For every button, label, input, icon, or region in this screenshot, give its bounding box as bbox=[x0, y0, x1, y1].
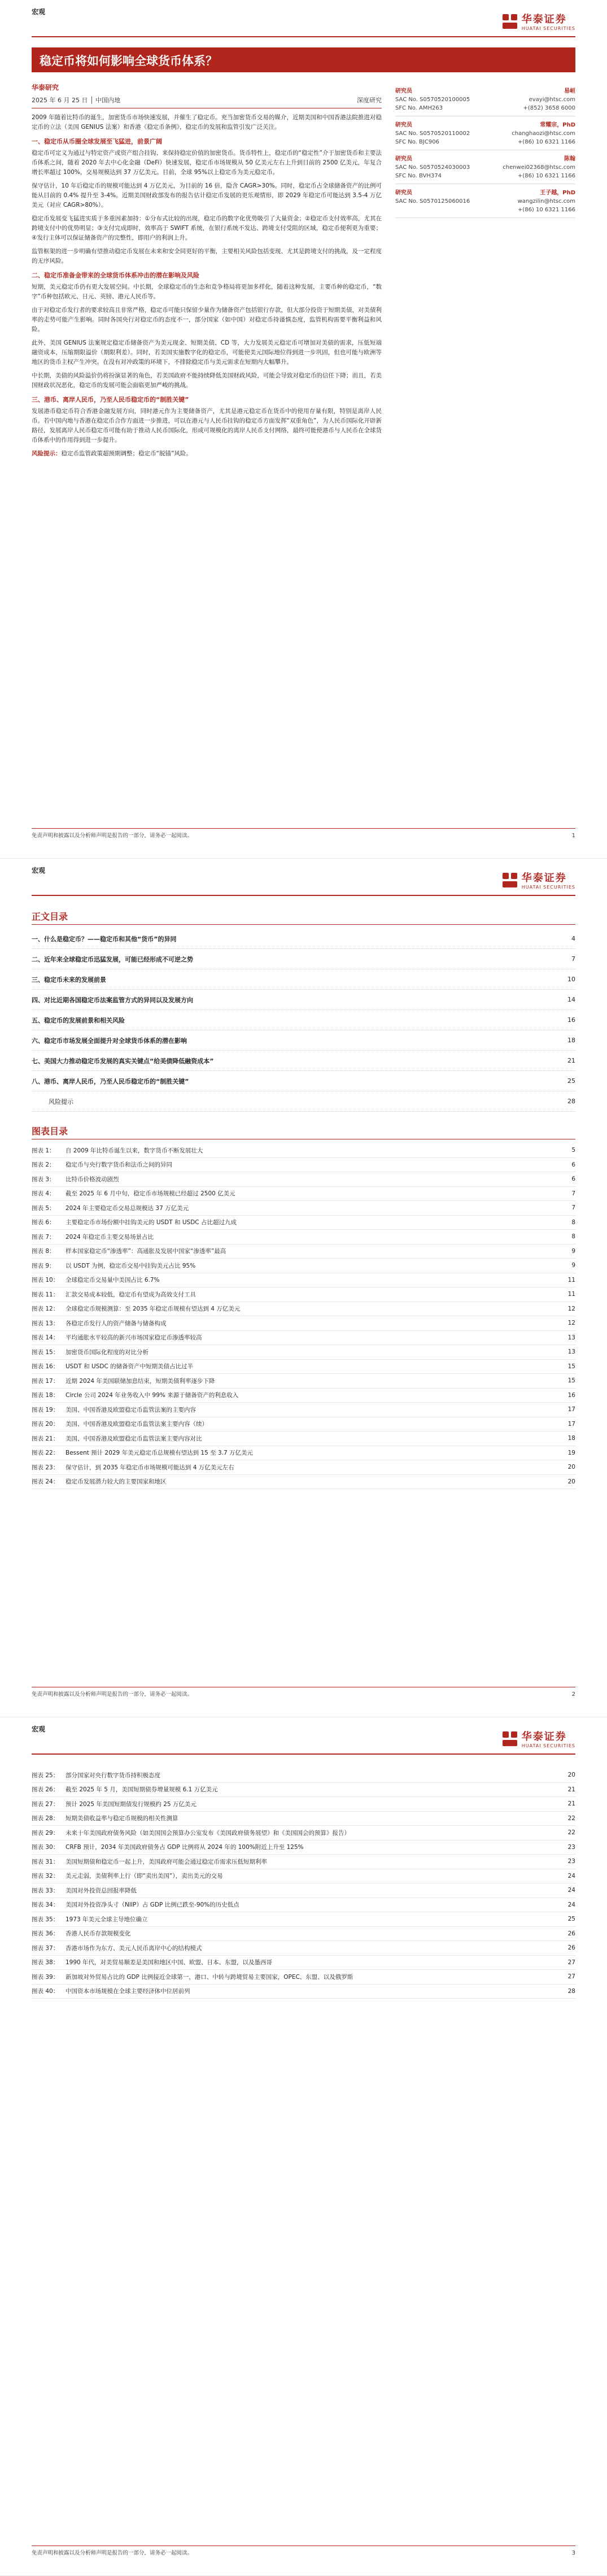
disclaimer-note: 免责声明和披露以及分析师声明是报告的一部分，请务必一起阅读。 bbox=[32, 2550, 193, 2556]
figure-title: 1990 年代，对美贸易顺差是美国和地区中国、欧盟、日本、东盟，以及墨西哥 bbox=[65, 1959, 273, 1966]
figure-label: 图表 17： bbox=[32, 1377, 59, 1385]
toc-entry[interactable] bbox=[32, 1010, 575, 1030]
figure-entry[interactable] bbox=[32, 1158, 575, 1173]
figure-page: 25 bbox=[567, 1916, 575, 1923]
summary-paragraph: 发展港币稳定币符合香港金融发展方向，同时港元作为主要储备资产，尤其是港元稳定币在货币中的使用存量有限，特别是离岸人民币。若中国内地与香港在稳定币合作方面进一步推进，可以在港元与人民币挂钩的稳定币方面发挥“双重角色”，为人民币国际化开辟新路径，发展离岸人民币稳定币可能有助于推动人民币国际化，形成可规模化的离岸人民币支付网络，最终可能使港币与人民币在全球货币体系中的作用得到进一步提升。 bbox=[32, 408, 382, 443]
figure-entry[interactable] bbox=[32, 1460, 575, 1475]
figure-entry[interactable] bbox=[32, 1187, 575, 1202]
figure-label: 图表 38： bbox=[32, 1959, 59, 1966]
figure-entry[interactable] bbox=[32, 1898, 575, 1913]
figure-page: 12 bbox=[567, 1320, 575, 1327]
figure-title: 美国短期债和稳定币一起上升，美国政府可能会通过稳定币需求压低短期利率 bbox=[65, 1858, 267, 1865]
figure-label: 图表 31： bbox=[32, 1858, 59, 1865]
figure-page: 8 bbox=[571, 1219, 575, 1226]
toc-entry-page: 18 bbox=[567, 1037, 575, 1044]
figure-title: 主要稳定币市场份额中挂钩美元的 USDT 和 USDC 占比超过九成 bbox=[65, 1219, 237, 1226]
toc-entry-text: 二、近年来全球稳定币迅猛发展，可能已经形成不可逆之势 bbox=[32, 955, 193, 963]
figure-page: 20 bbox=[567, 1772, 575, 1779]
figure-entry[interactable] bbox=[32, 1201, 575, 1216]
broker-logo bbox=[503, 870, 575, 890]
figure-label: 图表 24： bbox=[32, 1478, 59, 1486]
analyst-sac-row bbox=[395, 163, 575, 172]
figure-page: 24 bbox=[567, 1872, 575, 1879]
footer-rule bbox=[32, 828, 575, 829]
figure-label: 图表 36： bbox=[32, 1930, 59, 1938]
figure-label: 图表 12： bbox=[32, 1306, 59, 1313]
analyst-card bbox=[395, 150, 575, 184]
report-page-1 bbox=[0, 0, 607, 859]
toc-entry[interactable] bbox=[32, 949, 575, 969]
figure-page: 21 bbox=[567, 1786, 575, 1793]
summary-paragraph: 短期，美元稳定币仍有更大发展空间。中长期，全球稳定币的生态和竞争格局将更加多样化，随着这种发展，主要币种的稳定币，“数字”币种包括欧元、日元、英镑、港元人民币等。 bbox=[32, 284, 382, 300]
toc-entry-text: 风险提示 bbox=[49, 1098, 73, 1106]
figure-page: 9 bbox=[571, 1262, 575, 1269]
broker-name-cn: 华泰证券 bbox=[521, 872, 567, 884]
analyst-name: 王子越，PhD bbox=[540, 190, 575, 196]
figure-entry[interactable] bbox=[32, 1840, 575, 1855]
figure-label: 图表 11： bbox=[32, 1291, 59, 1298]
analyst-column bbox=[395, 82, 575, 218]
figure-page: 22 bbox=[567, 1829, 575, 1837]
figure-page: 24 bbox=[567, 1887, 575, 1894]
analyst-role: 研究员 bbox=[395, 88, 412, 94]
figure-entry[interactable] bbox=[32, 1287, 575, 1302]
figure-entry[interactable] bbox=[32, 1956, 575, 1970]
analyst-sfc-row bbox=[395, 172, 575, 180]
analyst-card bbox=[395, 82, 575, 116]
analyst-phone: +(86) 10 6321 1166 bbox=[517, 173, 575, 179]
toc-title: 正文目录 bbox=[32, 911, 68, 922]
figure-entry[interactable] bbox=[32, 1941, 575, 1956]
figure-label: 图表 26： bbox=[32, 1786, 59, 1794]
toc-entry-page: 10 bbox=[567, 976, 575, 983]
figure-label: 图表 4： bbox=[32, 1190, 55, 1198]
figure-title: 样本国家稳定币“渗透率”：高通胀及发展中国家“渗透率”最高 bbox=[65, 1248, 226, 1255]
broker-name-en: HUATAI SECURITIES bbox=[521, 885, 575, 890]
toc-entry-page: 28 bbox=[567, 1098, 575, 1105]
analyst-phone: +(852) 3658 6000 bbox=[523, 105, 575, 111]
section-heading: 一、稳定币从币圈全球发展至飞猛进，前景广阔 bbox=[32, 138, 162, 145]
figure-title: 美国、中国香港及欧盟稳定币监管法案的主要内容 bbox=[65, 1406, 196, 1413]
analyst-sfc: SFC No. BJC906 bbox=[395, 139, 439, 145]
toc-entry-page: 25 bbox=[567, 1077, 575, 1085]
analyst-sfc-row bbox=[395, 206, 575, 214]
figure-title: 2024 年主要稳定币交易总规模达 37 万亿美元 bbox=[65, 1204, 189, 1212]
figure-title: 未来十年美国政府债务风险（如美国国会预算办公室发布《美国政府债务展望》和《美国国会的预算》报告） bbox=[65, 1829, 350, 1837]
summary-body bbox=[32, 113, 382, 459]
analyst-name: 易峘 bbox=[564, 88, 575, 94]
huatai-logo-icon bbox=[503, 873, 517, 887]
toc-entry-text: 七、美国大力推动稳定币发展的真实关键点“给美债降低融资成本” bbox=[32, 1057, 214, 1065]
figure-page: 20 bbox=[567, 1478, 575, 1485]
report-page-3 bbox=[0, 1717, 607, 2576]
report-tag: 宏观 bbox=[32, 867, 46, 874]
figure-page: 24 bbox=[567, 1901, 575, 1908]
figure-page: 26 bbox=[567, 1930, 575, 1937]
figure-label: 图表 6： bbox=[32, 1219, 55, 1226]
figure-title: CRFB 预计，2034 年美国政府债务占 GDP 比例将从 2024 年的 100%附近上升至 125% bbox=[65, 1844, 304, 1851]
figure-entry[interactable] bbox=[32, 1143, 575, 1158]
figure-title: 全球稳定币交易量中美国占比 6.7% bbox=[65, 1277, 160, 1284]
toc-entry-text: 四、对比近期各国稳定币法案监管方式的异同以及发展方向 bbox=[32, 996, 193, 1004]
figure-entry[interactable] bbox=[32, 1797, 575, 1812]
analyst-email: changhaozi@htsc.com bbox=[512, 130, 575, 137]
figure-entry[interactable] bbox=[32, 1302, 575, 1317]
header-rule bbox=[32, 36, 575, 37]
figure-label: 图表 32： bbox=[32, 1873, 59, 1880]
report-type: 华泰研究 bbox=[32, 84, 59, 92]
figure-title: 加密货币国际化程度的对比分析 bbox=[65, 1348, 149, 1356]
figure-entry[interactable] bbox=[32, 1245, 575, 1259]
summary-paragraph: 监管框架的进一步明确有望推动稳定币发展在未来和安全同更好的平衡，主要相关风险包括变现、尤其是跨境支付的挑战，及一定程度的无序风险。 bbox=[32, 248, 382, 264]
broker-logo bbox=[503, 1729, 575, 1748]
figure-label: 图表 1： bbox=[32, 1147, 55, 1154]
figure-page: 20 bbox=[567, 1464, 575, 1471]
risk-warning bbox=[32, 449, 382, 459]
toc-rule bbox=[32, 924, 575, 925]
figure-title: 预计 2025 年美国短期债发行规模约 25 万亿美元 bbox=[65, 1800, 196, 1808]
figure-entry[interactable] bbox=[32, 1855, 575, 1869]
figure-entry[interactable] bbox=[32, 1345, 575, 1360]
analyst-name: 常耀宗，PhD bbox=[540, 122, 575, 128]
toc-entry-page: 16 bbox=[567, 1016, 575, 1024]
analyst-sac-row bbox=[395, 95, 575, 104]
figure-entry[interactable] bbox=[32, 1970, 575, 1985]
figure-page: 8 bbox=[571, 1233, 575, 1241]
analyst-sfc-row bbox=[395, 138, 575, 146]
figure-entry[interactable] bbox=[32, 1912, 575, 1927]
disclaimer-note: 免责声明和披露以及分析师声明是报告的一部分，请务必一起阅读。 bbox=[32, 833, 193, 839]
figure-title: 全球稳定币规模测算：至 2035 年稳定币规模有望达到 4 万亿美元 bbox=[65, 1306, 241, 1313]
figure-title: 截至 2025 年 5 月，美国短期债券增量规模 6.1 万亿美元 bbox=[65, 1786, 218, 1794]
toc-entry[interactable] bbox=[32, 990, 575, 1010]
figure-label: 图表 18： bbox=[32, 1392, 59, 1399]
report-page-2 bbox=[0, 859, 607, 1717]
report-tag: 宏观 bbox=[32, 8, 46, 16]
figure-entry[interactable] bbox=[32, 1360, 575, 1374]
figure-entry[interactable] bbox=[32, 1216, 575, 1230]
figure-entry[interactable] bbox=[32, 1403, 575, 1417]
figure-entry[interactable] bbox=[32, 1417, 575, 1432]
figure-page: 27 bbox=[567, 1959, 575, 1966]
figure-page: 27 bbox=[567, 1973, 575, 1981]
report-kind: 深度研究 bbox=[357, 97, 382, 104]
analyst-phone: +(86) 10 6321 1166 bbox=[517, 139, 575, 145]
figure-label: 图表 39： bbox=[32, 1973, 59, 1981]
figure-title: 比特币价格波动剧烈 bbox=[65, 1176, 119, 1183]
section-heading: 三、港币、离岸人民币，乃至人民币稳定币的“制胜关键” bbox=[32, 396, 189, 403]
page-number: 1 bbox=[571, 833, 575, 839]
figure-page: 17 bbox=[567, 1420, 575, 1428]
analyst-name: 陈翰 bbox=[564, 156, 575, 162]
figure-title: 短期美债收益率与稳定币规模的相关性测算 bbox=[65, 1815, 178, 1822]
page-number: 3 bbox=[571, 2550, 575, 2556]
figure-title: 稳定币与央行数字货币和法币之间的异同 bbox=[65, 1161, 172, 1169]
analyst-header bbox=[395, 87, 575, 95]
figure-label: 图表 29： bbox=[32, 1829, 59, 1837]
figure-page: 6 bbox=[571, 1161, 575, 1168]
figure-entry[interactable] bbox=[32, 1374, 575, 1389]
analyst-card bbox=[395, 116, 575, 150]
figure-title: 新加坡对外贸易占比的 GDP 比例接近全球第一，港口、中转与跨境贸易主要国家，OPEC、东盟、以及俄罗斯 bbox=[65, 1973, 353, 1981]
figure-label: 图表 33： bbox=[32, 1887, 59, 1894]
toc-entry[interactable] bbox=[32, 1030, 575, 1051]
analyst-email: evayi@htsc.com bbox=[529, 97, 575, 103]
figure-entry[interactable] bbox=[32, 1389, 575, 1403]
figure-label: 图表 16： bbox=[32, 1363, 59, 1370]
analyst-role: 研究员 bbox=[395, 122, 412, 128]
figure-title: 美国对外投资净头寸（NIIP）占 GDP 比例已跌至-90%的历史低点 bbox=[65, 1901, 239, 1909]
figure-title: 稳定币发展潜力较大的主要国家和地区 bbox=[65, 1478, 167, 1486]
figure-page: 11 bbox=[567, 1276, 575, 1283]
analyst-sfc: SFC No. BVH374 bbox=[395, 173, 442, 179]
analyst-phone: +(86) 10 6321 1166 bbox=[517, 207, 575, 213]
figure-entry[interactable] bbox=[32, 1826, 575, 1840]
toc-entry-page: 14 bbox=[567, 996, 575, 1003]
figure-label: 图表 15： bbox=[32, 1348, 59, 1356]
toc-entry-text: 八、港币、离岸人民币，乃至人民币稳定币的“制胜关键” bbox=[32, 1077, 189, 1085]
figure-label: 图表 40： bbox=[32, 1988, 59, 1995]
figure-label: 图表 21： bbox=[32, 1435, 59, 1442]
broker-name-en: HUATAI SECURITIES bbox=[521, 26, 575, 31]
summary-column bbox=[32, 82, 382, 459]
figure-page: 13 bbox=[567, 1348, 575, 1356]
figure-title: 以 USDT 为例，稳定币交易中挂钩美元占比 95% bbox=[65, 1262, 196, 1269]
figure-label: 图表 3： bbox=[32, 1176, 55, 1183]
analyst-sfc: SFC No. AMH263 bbox=[395, 105, 443, 111]
figure-title: Bessent 预计 2029 年美元稳定币总规模有望达到 15 至 3.7 万亿美元 bbox=[65, 1450, 253, 1457]
report-tag: 宏观 bbox=[32, 1725, 46, 1733]
figure-entry[interactable] bbox=[32, 1783, 575, 1798]
figure-page: 11 bbox=[567, 1291, 575, 1298]
figure-label: 图表 9： bbox=[32, 1262, 55, 1269]
figure-page: 5 bbox=[571, 1147, 575, 1154]
figure-label: 图表 20： bbox=[32, 1421, 59, 1428]
figure-label: 图表 23： bbox=[32, 1464, 59, 1471]
analyst-header bbox=[395, 189, 575, 197]
figure-entry[interactable] bbox=[32, 1927, 575, 1942]
figure-title: 自 2009 年比特币诞生以来，数字货币不断发展壮大 bbox=[65, 1147, 203, 1154]
figure-entry[interactable] bbox=[32, 1331, 575, 1346]
analyst-sac-row bbox=[395, 129, 575, 138]
figure-title: 美元走弱，美债利率上行（即“卖出美国”），卖出美元的交易 bbox=[65, 1873, 223, 1880]
risk-label: 风险提示： bbox=[32, 450, 62, 457]
figure-entry[interactable] bbox=[32, 1985, 575, 1999]
analyst-header bbox=[395, 155, 575, 163]
figure-title: 汇款交易成本较低，稳定币有望成为高效支付工具 bbox=[65, 1291, 196, 1298]
figure-label: 图表 2： bbox=[32, 1161, 55, 1169]
figure-title: 各稳定币发行人的资产储备与储备构成 bbox=[65, 1320, 167, 1327]
analyst-email: chenwei02368@htsc.com bbox=[503, 164, 575, 171]
figure-entry[interactable] bbox=[32, 1768, 575, 1783]
summary-paragraph: 稳定币发展变飞猛进实质于多重因素加持：①分布式比较的出现，稳定币的数字化优势吸引了大量资金；②稳定币支付效率高，尤其在跨境支付中的优势明显；③支付完成即时，效率高于 SWIFT 系统，在银行系统不发达、跨境支付受阻的区域，稳定币便利更为重要；④发行主体可以保证储备资产的完整性，即用户的利润上升。 bbox=[32, 215, 382, 241]
analyst-sac-row bbox=[395, 197, 575, 206]
broker-logo bbox=[503, 11, 575, 31]
figure-label: 图表 14： bbox=[32, 1334, 59, 1342]
toc-entry-text: 三、稳定币未来的发展前景 bbox=[32, 976, 106, 984]
figure-label: 图表 13： bbox=[32, 1320, 59, 1327]
figure-page: 19 bbox=[567, 1449, 575, 1456]
broker-name-cn: 华泰证券 bbox=[521, 1731, 567, 1743]
summary-paragraph: 由于对稳定币发行者的要求较高且非常严格，稳定币可能只保留少量作为储备资产包括银行存款，但大部分投资于短期美债，对美债利率的走势可能产生影响。同时各国央行对稳定币的态度不一，部分国家（如中国）对稳定币持谨慎态度，监管机构需要平衡利益和风险。 bbox=[32, 307, 382, 333]
toc-entry[interactable] bbox=[32, 1091, 575, 1112]
summary-paragraph: 保守估计，10 年后稳定币的规模可能达到 4 万亿美元，为目前的 16 倍，隐含 CAGR>30%。同时，稳定币占全球储备资产的比例可能从目前的 0.4% 提升至 3-4%。近期美国财政部发布的报告估计稳定币发展的更乐观情形，即 2029 年稳定币可能达到 3.5-4 万亿美元（对应 CAGR>80%）。 bbox=[32, 182, 382, 208]
figure-title: 保守估计，到 2035 年稳定币市场规模可能达到 4 万亿美元左右 bbox=[65, 1464, 234, 1471]
figures-list-continued bbox=[32, 1768, 575, 1999]
page-number: 2 bbox=[571, 1691, 575, 1698]
report-title: 稳定币将如何影响全球货币体系？ bbox=[40, 54, 217, 68]
analyst-sac: SAC No. S0570524030003 bbox=[395, 164, 470, 171]
risk-text: 稳定币监管政策超预期调整；稳定币“脱锚”风险。 bbox=[61, 450, 192, 457]
analyst-card bbox=[395, 184, 575, 218]
figure-title: 香港市场作为东方、美元人民币离岸中心的结构模式 bbox=[65, 1944, 202, 1952]
report-meta bbox=[32, 95, 382, 105]
analyst-sac: SAC No. S0570520100005 bbox=[395, 97, 470, 103]
figure-entry[interactable] bbox=[32, 1230, 575, 1245]
figure-label: 图表 7： bbox=[32, 1233, 55, 1241]
analyst-sac: SAC No. S0570125060016 bbox=[395, 198, 470, 204]
summary-paragraph: 此外，美国 GENIUS 法案规定稳定币储备资产为美元现金、短期美债、CD 等，大力发展美元稳定币可增加对美债的需求，压低短端融资成本，压缩期限溢价（期限利差）。同时，若美国实施数字化的稳定币，可能使美元国际地位得到进一步巩固，但也可能与欧洲等地区的货币主权产生冲突。在没有对冲政策的环境下，不排除稳定币与美元需求在短期内大幅攀升。 bbox=[32, 340, 382, 365]
figure-title: 美国对外投资总回报率降低 bbox=[65, 1887, 137, 1894]
figure-title: Circle 公司 2024 年业务收入中 99% 来源于储备资产的利息收入 bbox=[65, 1392, 239, 1399]
figure-entry[interactable] bbox=[32, 1273, 575, 1288]
figure-page: 23 bbox=[567, 1843, 575, 1851]
figure-page: 21 bbox=[567, 1800, 575, 1808]
figure-label: 图表 28： bbox=[32, 1815, 59, 1822]
figure-label: 图表 8： bbox=[32, 1248, 55, 1255]
figure-title: 平均通胀水平较高的新兴市场国家稳定币渗透率较高 bbox=[65, 1334, 202, 1342]
figure-page: 12 bbox=[567, 1305, 575, 1312]
toc-entry-page: 21 bbox=[567, 1057, 575, 1064]
figure-page: 28 bbox=[567, 1987, 575, 1995]
figure-title: 部分国家对央行数字货币持积极态度 bbox=[65, 1772, 160, 1779]
footer-rule bbox=[32, 2545, 575, 2546]
figure-label: 图表 10： bbox=[32, 1277, 59, 1284]
figure-entry[interactable] bbox=[32, 1431, 575, 1446]
toc-entry[interactable] bbox=[32, 1051, 575, 1071]
figure-page: 9 bbox=[571, 1247, 575, 1255]
figure-page: 7 bbox=[571, 1190, 575, 1197]
figure-page: 18 bbox=[567, 1435, 575, 1442]
figure-label: 图表 27： bbox=[32, 1800, 59, 1808]
figure-page: 22 bbox=[567, 1814, 575, 1822]
toc-entry-text: 五、稳定币的发展前景和相关风险 bbox=[32, 1016, 125, 1024]
figure-title: 近期 2024 年美国联储加息结束，短期美债利率逐步下降 bbox=[65, 1377, 215, 1385]
analyst-sac: SAC No. S0570520110002 bbox=[395, 130, 470, 137]
figure-label: 图表 37： bbox=[32, 1944, 59, 1952]
figure-entry[interactable] bbox=[32, 1172, 575, 1187]
section-heading: 二、稳定币准备金带来的全球货币体系冲击的潜在影响及风险 bbox=[32, 272, 199, 279]
figure-label: 图表 35： bbox=[32, 1916, 59, 1923]
figures-title: 图表目录 bbox=[32, 1126, 68, 1137]
figure-page: 16 bbox=[567, 1391, 575, 1399]
figure-title: 美国、中国香港及欧盟稳定币监管法案主要内容（续） bbox=[65, 1421, 208, 1428]
report-date: 2025 年 6 月 25 日 │ 中国内地 bbox=[32, 97, 121, 104]
figure-page: 6 bbox=[571, 1176, 575, 1183]
huatai-logo-icon bbox=[503, 1731, 517, 1746]
header-rule bbox=[32, 1753, 575, 1755]
toc-list bbox=[32, 929, 575, 1112]
figure-page: 17 bbox=[567, 1406, 575, 1413]
figures-list bbox=[32, 1143, 575, 1489]
summary-paragraph: 中长期，美债的风险溢价仍将扮演显著的角色，若美国政府不能持续降低美国财政风险，可能会导致对稳定币的信任下降；而且，若美国财政状况恶化，稳定币的发展可能会面临更加严峻的挑战。 bbox=[32, 372, 382, 389]
figure-title: 中国资本市场规模在全球主要经济体中位居前列 bbox=[65, 1988, 190, 1995]
figure-page: 26 bbox=[567, 1944, 575, 1952]
analyst-list bbox=[395, 82, 575, 218]
figure-page: 15 bbox=[567, 1363, 575, 1370]
figure-title: 截至 2025 年 6 月中旬，稳定币市场规模已经超过 2500 亿美元 bbox=[65, 1190, 235, 1198]
figure-entry[interactable] bbox=[32, 1812, 575, 1826]
figure-label: 图表 22： bbox=[32, 1450, 59, 1457]
huatai-logo-icon bbox=[503, 14, 517, 29]
figure-label: 图表 30： bbox=[32, 1844, 59, 1851]
figure-entry[interactable] bbox=[32, 1316, 575, 1331]
figure-entry[interactable] bbox=[32, 1883, 575, 1898]
toc-entry[interactable] bbox=[32, 969, 575, 990]
figure-entry[interactable] bbox=[32, 1869, 575, 1884]
figure-entry[interactable] bbox=[32, 1475, 575, 1490]
figure-title: 美国、中国香港及欧盟稳定币监管法案主要内容对比 bbox=[65, 1435, 202, 1442]
toc-entry-text: 六、稳定币市场发展全面提升对全球货币体系的潜在影响 bbox=[32, 1037, 187, 1045]
broker-name-en: HUATAI SECURITIES bbox=[521, 1743, 575, 1748]
disclaimer-note: 免责声明和披露以及分析师声明是报告的一部分，请务必一起阅读。 bbox=[32, 1691, 193, 1698]
figure-label: 图表 19： bbox=[32, 1406, 59, 1413]
figure-label: 图表 34： bbox=[32, 1901, 59, 1909]
toc-entry-page: 4 bbox=[571, 935, 575, 942]
toc-entry-text: 一、什么是稳定币？——稳定币和其他“货币”的异同 bbox=[32, 935, 177, 943]
analyst-header bbox=[395, 121, 575, 129]
analyst-role: 研究员 bbox=[395, 190, 412, 196]
figure-label: 图表 5： bbox=[32, 1204, 55, 1212]
figure-entry[interactable] bbox=[32, 1446, 575, 1461]
figure-page: 15 bbox=[567, 1377, 575, 1385]
analyst-role: 研究员 bbox=[395, 156, 412, 162]
figure-label: 图表 25： bbox=[32, 1772, 59, 1779]
figure-title: 2024 年稳定币主要交易场景占比 bbox=[65, 1233, 154, 1241]
figure-title: 香港人民币存款规模变化 bbox=[65, 1930, 131, 1938]
figure-page: 23 bbox=[567, 1858, 575, 1865]
toc-entry[interactable] bbox=[32, 1071, 575, 1091]
analyst-email: wangzilin@htsc.com bbox=[517, 198, 575, 204]
figure-page: 7 bbox=[571, 1204, 575, 1212]
toc-entry[interactable] bbox=[32, 929, 575, 949]
analyst-sfc-row bbox=[395, 104, 575, 112]
figure-page: 13 bbox=[567, 1334, 575, 1341]
figure-title: USDT 和 USDC 的储备资产中短期美债占比过半 bbox=[65, 1363, 194, 1370]
toc-entry-page: 7 bbox=[571, 955, 575, 963]
figure-title: 1973 年美元全球主导地位确立 bbox=[65, 1916, 148, 1923]
title-bar bbox=[32, 47, 575, 72]
figure-entry[interactable] bbox=[32, 1259, 575, 1273]
header-rule bbox=[32, 895, 575, 896]
summary-paragraph: 2009 年随着比特币的诞生，加密货币市场快速发展，并催生了稳定币。充当加密货币交易的媒介，近期美国和中国香港法院推进对稳定币的立法（美国 GENIUS 法案）和香港《稳定币条例》，稳定币的发展和监管引发广泛关注。 bbox=[32, 114, 382, 130]
broker-name-cn: 华泰证券 bbox=[521, 14, 567, 25]
summary-paragraph: 稳定币可定义为通过与特定资产或资产组合挂钩、来保持稳定价值的加密货币。货币特性上，稳定币的“稳定性”介于加密货币和主要法币体系之间，随着 2020 年去中心化金融（DeFi）快速发展，稳定币市场规模从 50 亿美元左右上升到目前的 2500 亿美元，年复合增长率超过 100%，交易规模达到 37 万亿美元。目前，全球 95%以上稳定币为美元稳定币。 bbox=[32, 150, 382, 176]
